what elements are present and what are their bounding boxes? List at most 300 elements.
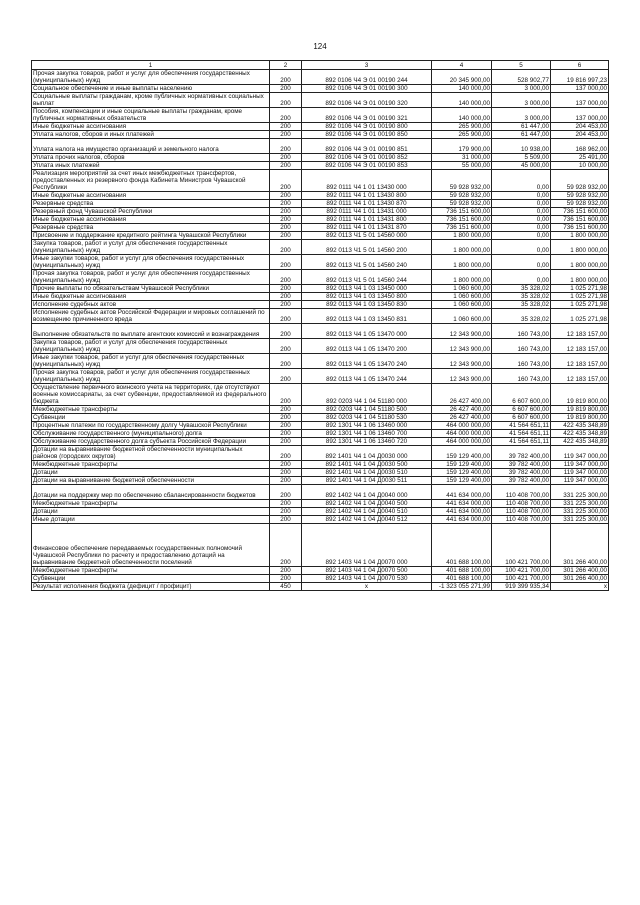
row-exec: 3 000,00 [492,93,551,108]
row-code: 200 [270,485,302,500]
table-row [32,70,609,85]
table-row [32,293,609,301]
row-plan: 20 345 900,00 [432,70,492,85]
row-name: Финансовое обеспечение передаваемых государственных полномочий Чувашской Республики по расчету и предоставлению дотаций на выравнивание бюджетной обеспеченности поселений [32,524,270,567]
row-rest: 1 025 271,98 [551,309,609,324]
row-code: 200 [270,461,302,469]
row-plan: 12 343 900,00 [432,369,492,384]
row-rest: 331 225 300,00 [551,508,609,516]
row-kbk: 892 0106 Ч4 Э 01 00190 300 [302,85,432,93]
budget-table [31,60,609,591]
row-name: Межбюджетные трансферты [32,567,270,575]
table-row [32,567,609,575]
row-exec: 0,00 [492,192,551,200]
table-row [32,85,609,93]
table-row [32,485,609,500]
row-code: 200 [270,567,302,575]
row-exec: 110 408 700,00 [492,508,551,516]
row-rest: 1 025 271,98 [551,301,609,309]
row-rest: 301 266 400,00 [551,575,609,583]
row-rest: 1 800 000,00 [551,270,609,285]
row-exec: 160 743,00 [492,354,551,369]
row-plan: 441 634 000,00 [432,500,492,508]
row-rest: 736 151 600,00 [551,216,609,224]
row-name: Закупка товаров, работ и услуг для обеспечения государственных (муниципальных) нужд [32,339,270,354]
row-exec: 110 408 700,00 [492,500,551,508]
table-row [32,369,609,384]
row-exec: 5 509,00 [492,154,551,162]
row-name: Межбюджетные трансферты [32,500,270,508]
row-exec: 6 607 600,00 [492,384,551,406]
row-name: Иные бюджетные ассигнования [32,216,270,224]
row-exec: 39 782 400,00 [492,469,551,477]
row-code: 200 [270,446,302,461]
row-rest: 12 183 157,00 [551,324,609,339]
header-row [32,61,609,70]
row-kbk: х [302,583,432,591]
row-exec: 160 743,00 [492,324,551,339]
row-name: Уплата налога на имущество организаций и земельного налога [32,139,270,154]
row-name: Субвенции [32,414,270,422]
row-name: Иные дотации [32,516,270,524]
row-code: 200 [270,324,302,339]
table-row [32,414,609,422]
row-rest: 12 183 157,00 [551,369,609,384]
row-exec: 0,00 [492,224,551,232]
table-row [32,354,609,369]
row-code: 200 [270,524,302,567]
row-exec: 3 000,00 [492,108,551,123]
header-cell-4: 4 [432,61,492,70]
row-kbk: 892 0106 Ч4 Э 01 00190 244 [302,70,432,85]
row-name: Прочие выплаты по обязательствам Чувашской Республики [32,285,270,293]
table-row [32,324,609,339]
row-exec: 35 328,02 [492,293,551,301]
row-code: 200 [270,200,302,208]
row-name: Выполнение обязательств по выплате агентских комиссий и вознаграждения [32,324,270,339]
table-row [32,384,609,406]
table-row [32,446,609,461]
table-row [32,108,609,123]
row-code: 200 [270,123,302,131]
row-code: 450 [270,583,302,591]
row-plan: 441 634 000,00 [432,516,492,524]
row-plan: 179 900,00 [432,139,492,154]
row-exec: 6 607 600,00 [492,406,551,414]
row-name: Дотации на выравнивание бюджетной обеспеченности муниципальных районов (городских округов) [32,446,270,461]
row-code: 200 [270,208,302,216]
row-name: Осуществление первичного воинского учета на территориях, где отсутствуют военные комиссариаты, за счет субвенции, предоставляемой из федерального бюджета [32,384,270,406]
row-kbk: 892 0106 Ч4 Э 01 00190 320 [302,93,432,108]
page-number: 124 [313,42,327,51]
table-row [32,270,609,285]
row-code: 200 [270,508,302,516]
row-code: 200 [270,270,302,285]
row-kbk: 892 1403 Ч4 1 04 Д0070 500 [302,567,432,575]
table-row [32,339,609,354]
row-name: Иные бюджетные ассигнования [32,192,270,200]
row-rest: х [551,583,609,591]
row-rest: 422 435 348,89 [551,422,609,430]
row-exec: 41 564 651,11 [492,438,551,446]
table-row [32,123,609,131]
row-rest: 12 183 157,00 [551,354,609,369]
row-kbk: 892 1403 Ч4 1 04 Д0070 530 [302,575,432,583]
row-name: Социальные выплаты гражданам, кроме публичных нормативных социальных выплат [32,93,270,108]
row-name: Иные бюджетные ассигнования [32,123,270,131]
row-rest: 422 435 348,89 [551,438,609,446]
row-rest: 736 151 600,00 [551,208,609,216]
row-rest: 736 151 600,00 [551,224,609,232]
row-plan: 140 000,00 [432,108,492,123]
row-plan: 401 688 100,00 [432,567,492,575]
table-row [32,255,609,270]
row-plan: 59 928 932,00 [432,192,492,200]
row-exec: 10 938,00 [492,139,551,154]
row-rest: 119 347 000,00 [551,477,609,485]
row-rest: 59 928 932,00 [551,192,609,200]
row-plan: 1 800 000,00 [432,270,492,285]
row-exec: 45 000,00 [492,162,551,170]
row-rest: 331 225 300,00 [551,500,609,508]
row-plan: 1 060 600,00 [432,309,492,324]
table-row [32,422,609,430]
row-rest: 1 800 000,00 [551,255,609,270]
row-plan: 159 129 400,00 [432,469,492,477]
row-plan: 12 343 900,00 [432,339,492,354]
table-row [32,406,609,414]
row-kbk: 892 0106 Ч4 Э 01 00190 850 [302,131,432,139]
row-plan: 140 000,00 [432,85,492,93]
table-row [32,154,609,162]
row-code: 200 [270,438,302,446]
row-code: 200 [270,162,302,170]
row-kbk: 892 0113 Ч4 1 05 13470 000 [302,324,432,339]
row-code: 200 [270,422,302,430]
row-exec: 160 743,00 [492,339,551,354]
row-rest: 1 025 271,98 [551,285,609,293]
row-code: 200 [270,339,302,354]
row-kbk: 892 1301 Ч4 1 06 13460 700 [302,430,432,438]
row-exec: 39 782 400,00 [492,446,551,461]
row-plan: 59 928 932,00 [432,200,492,208]
row-name: Резервные средства [32,224,270,232]
row-plan: 464 000 000,00 [432,430,492,438]
row-plan: 12 343 900,00 [432,354,492,369]
row-plan: 736 151 600,00 [432,208,492,216]
row-kbk: 892 0111 Ч4 1 01 13431 000 [302,208,432,216]
row-code: 200 [270,301,302,309]
header-cell-1: 1 [32,61,270,70]
row-kbk: 892 1301 Ч4 1 06 13460 720 [302,438,432,446]
row-kbk: 892 1402 Ч4 1 04 Д0040 000 [302,485,432,500]
row-code: 200 [270,224,302,232]
row-name: Субвенции [32,575,270,583]
row-plan: -1 323 055 271,99 [432,583,492,591]
row-plan: 736 151 600,00 [432,224,492,232]
row-code: 200 [270,240,302,255]
row-code: 200 [270,131,302,139]
row-rest: 19 819 800,00 [551,384,609,406]
table-row [32,192,609,200]
table-row [32,208,609,216]
row-plan: 401 688 100,00 [432,575,492,583]
row-name: Межбюджетные трансферты [32,406,270,414]
row-rest: 19 819 800,00 [551,406,609,414]
row-plan: 12 343 900,00 [432,324,492,339]
table-row [32,232,609,240]
row-exec: 160 743,00 [492,369,551,384]
row-kbk: 892 0113 Ч4 1 05 13470 244 [302,369,432,384]
row-rest: 59 928 932,00 [551,170,609,192]
row-name: Обслуживание государственного долга субъекта Российской Федерации [32,438,270,446]
row-exec: 0,00 [492,200,551,208]
row-name: Дотации на выравнивание бюджетной обеспеченности [32,477,270,485]
row-kbk: 892 0113 Ч4 1 03 13450 830 [302,301,432,309]
row-plan: 265 900,00 [432,123,492,131]
row-kbk: 892 0113 Ч1 5 01 14560 240 [302,255,432,270]
row-code: 200 [270,192,302,200]
table-row [32,508,609,516]
row-rest: 119 347 000,00 [551,446,609,461]
row-kbk: 892 0111 Ч4 1 01 13430 000 [302,170,432,192]
row-plan: 1 800 000,00 [432,232,492,240]
row-name: Процентные платежи по государственному долгу Чувашской Республики [32,422,270,430]
row-name: Резервные средства [32,200,270,208]
row-name: Иные закупки товаров, работ и услуг для обеспечения государственных (муниципальных) нужд [32,255,270,270]
row-name: Уплата иных платежей [32,162,270,170]
row-kbk: 892 0203 Ч4 1 04 51180 000 [302,384,432,406]
row-rest: 1 800 000,00 [551,240,609,255]
row-name: Обслуживание государственного (муниципального) долга [32,430,270,438]
row-exec: 39 782 400,00 [492,461,551,469]
header-cell-5: 5 [492,61,551,70]
row-exec: 110 408 700,00 [492,485,551,500]
row-plan: 401 688 100,00 [432,524,492,567]
row-code: 200 [270,406,302,414]
row-name: Дотации на поддержку мер по обеспечению сбалансированности бюджетов [32,485,270,500]
row-rest: 1 800 000,00 [551,232,609,240]
table-row [32,438,609,446]
row-rest: 204 453,00 [551,131,609,139]
row-kbk: 892 0106 Ч4 Э 01 00190 851 [302,139,432,154]
row-plan: 736 151 600,00 [432,216,492,224]
row-plan: 464 000 000,00 [432,438,492,446]
row-code: 200 [270,430,302,438]
row-name: Реализация мероприятий за счет иных межбюджетных трансфертов, предоставленных из резервного фонда Кабинета Министров Чувашской Республики [32,170,270,192]
row-exec: 41 564 651,11 [492,422,551,430]
row-rest: 19 819 800,00 [551,414,609,422]
row-plan: 159 129 400,00 [432,477,492,485]
row-kbk: 892 0113 Ч4 1 03 13450 831 [302,309,432,324]
row-name: Дотации [32,469,270,477]
row-kbk: 892 0113 Ч1 5 01 14560 200 [302,240,432,255]
row-kbk: 892 0113 Ч1 5 01 14560 000 [302,232,432,240]
row-kbk: 892 0111 Ч4 1 01 13430 870 [302,200,432,208]
row-exec: 0,00 [492,216,551,224]
row-code: 200 [270,575,302,583]
row-plan: 441 634 000,00 [432,508,492,516]
row-rest: 19 816 997,23 [551,70,609,85]
row-kbk: 892 0203 Ч4 1 04 51180 530 [302,414,432,422]
row-exec: 0,00 [492,208,551,216]
table-row [32,216,609,224]
row-code: 200 [270,309,302,324]
row-exec: 35 328,02 [492,301,551,309]
row-code: 200 [270,108,302,123]
row-name: Межбюджетные трансферты [32,461,270,469]
row-code: 200 [270,369,302,384]
row-rest: 331 225 300,00 [551,485,609,500]
row-kbk: 892 1401 Ч4 1 04 Д0030 511 [302,477,432,485]
row-rest: 12 183 157,00 [551,339,609,354]
row-kbk: 892 1401 Ч4 1 04 Д0030 510 [302,469,432,477]
row-exec: 3 000,00 [492,85,551,93]
row-kbk: 892 0111 Ч4 1 01 13431 800 [302,216,432,224]
row-kbk: 892 0106 Ч4 Э 01 00190 852 [302,154,432,162]
row-exec: 0,00 [492,170,551,192]
row-code: 200 [270,232,302,240]
row-exec: 110 408 700,00 [492,516,551,524]
row-code: 200 [270,154,302,162]
row-kbk: 892 1401 Ч4 1 04 Д0030 500 [302,461,432,469]
row-rest: 204 453,00 [551,123,609,131]
row-kbk: 892 0203 Ч4 1 04 51180 500 [302,406,432,414]
row-name: Присвоение и поддержание кредитного рейтинга Чувашской Республики [32,232,270,240]
row-rest: 119 347 000,00 [551,469,609,477]
row-exec: 919 399 935,34 [492,583,551,591]
row-plan: 441 634 000,00 [432,485,492,500]
row-rest: 1 025 271,98 [551,293,609,301]
row-exec: 35 328,02 [492,309,551,324]
row-exec: 6 607 600,00 [492,414,551,422]
table-row [32,500,609,508]
row-name: Уплата налогов, сборов и иных платежей [32,131,270,139]
row-name: Результат исполнения бюджета (дефицит / профицит) [32,583,270,591]
table-row [32,461,609,469]
row-name: Пособия, компенсации и иные социальные выплаты гражданам, кроме публичных нормативных обязательств [32,108,270,123]
row-kbk: 892 0113 Ч4 1 03 13450 800 [302,293,432,301]
table-row [32,200,609,208]
row-kbk: 892 0106 Ч4 Э 01 00190 321 [302,108,432,123]
row-kbk: 892 1403 Ч4 1 04 Д0070 000 [302,524,432,567]
row-rest: 25 491,00 [551,154,609,162]
row-exec: 100 421 700,00 [492,575,551,583]
row-plan: 1 060 600,00 [432,293,492,301]
row-kbk: 892 0113 Ч4 1 03 13450 000 [302,285,432,293]
row-exec: 61 447,00 [492,123,551,131]
row-exec: 100 421 700,00 [492,567,551,575]
row-kbk: 892 1402 Ч4 1 04 Д0040 512 [302,516,432,524]
row-plan: 265 900,00 [432,131,492,139]
row-name: Резервный фонд Чувашской Республики [32,208,270,216]
row-exec: 528 902,77 [492,70,551,85]
row-code: 200 [270,285,302,293]
row-rest: 10 000,00 [551,162,609,170]
row-exec: 0,00 [492,255,551,270]
row-code: 200 [270,354,302,369]
row-code: 200 [270,414,302,422]
header-cell-6: 6 [551,61,609,70]
row-code: 200 [270,469,302,477]
row-exec: 100 421 700,00 [492,524,551,567]
row-rest: 119 347 000,00 [551,461,609,469]
row-code: 200 [270,85,302,93]
row-kbk: 892 0111 Ч4 1 01 13431 870 [302,224,432,232]
row-plan: 26 427 400,00 [432,406,492,414]
row-rest: 168 962,00 [551,139,609,154]
row-rest: 137 000,00 [551,93,609,108]
row-name: Исполнение судебных актов Российской Федерации и мировых соглашений по возмещению причиненного вреда [32,309,270,324]
row-name: Прочая закупка товаров, работ и услуг для обеспечения государственных (муниципальных) нужд [32,70,270,85]
row-plan: 1 800 000,00 [432,255,492,270]
table-row [32,139,609,154]
row-name: Прочая закупка товаров, работ и услуг для обеспечения государственных (муниципальных) нужд [32,369,270,384]
row-name: Закупка товаров, работ и услуг для обеспечения государственных (муниципальных) нужд [32,240,270,255]
row-code: 200 [270,477,302,485]
row-name: Иные закупки товаров, работ и услуг для обеспечения государственных (муниципальных) нужд [32,354,270,369]
table-row [32,309,609,324]
row-kbk: 892 0106 Ч4 Э 01 00190 800 [302,123,432,131]
row-plan: 55 000,00 [432,162,492,170]
row-rest: 301 266 400,00 [551,524,609,567]
row-code: 200 [270,255,302,270]
row-name: Социальное обеспечение и иные выплаты населению [32,85,270,93]
row-name: Дотации [32,508,270,516]
row-rest: 59 928 932,00 [551,200,609,208]
table-row [32,170,609,192]
row-kbk: 892 0113 Ч4 1 05 13470 200 [302,339,432,354]
row-code: 200 [270,516,302,524]
table-row [32,301,609,309]
table-row [32,524,609,567]
row-name: Уплата прочих налогов, сборов [32,154,270,162]
row-plan: 31 000,00 [432,154,492,162]
row-exec: 61 447,00 [492,131,551,139]
row-code: 200 [270,216,302,224]
row-plan: 26 427 400,00 [432,384,492,406]
table-row [32,430,609,438]
table-row [32,131,609,139]
row-exec: 41 564 651,11 [492,430,551,438]
row-kbk: 892 0111 Ч4 1 01 13430 800 [302,192,432,200]
row-code: 200 [270,70,302,85]
row-kbk: 892 1401 Ч4 1 04 Д0030 000 [302,446,432,461]
row-plan: 140 000,00 [432,93,492,108]
row-exec: 0,00 [492,240,551,255]
table-row [32,516,609,524]
row-exec: 35 328,02 [492,285,551,293]
header-cell-2: 2 [270,61,302,70]
table-row [32,469,609,477]
row-kbk: 892 0113 Ч1 5 01 14560 244 [302,270,432,285]
row-kbk: 892 0106 Ч4 Э 01 00190 853 [302,162,432,170]
row-plan: 59 928 932,00 [432,170,492,192]
row-name: Исполнение судебных актов [32,301,270,309]
row-name: Иные бюджетные ассигнования [32,293,270,301]
row-code: 200 [270,384,302,406]
row-rest: 331 225 300,00 [551,516,609,524]
table-row [32,162,609,170]
table-row [32,477,609,485]
table-row [32,583,609,591]
row-plan: 1 060 600,00 [432,301,492,309]
table-row [32,93,609,108]
row-kbk: 892 1402 Ч4 1 04 Д0040 510 [302,508,432,516]
row-exec: 0,00 [492,270,551,285]
header-cell-3: 3 [302,61,432,70]
row-rest: 137 000,00 [551,108,609,123]
